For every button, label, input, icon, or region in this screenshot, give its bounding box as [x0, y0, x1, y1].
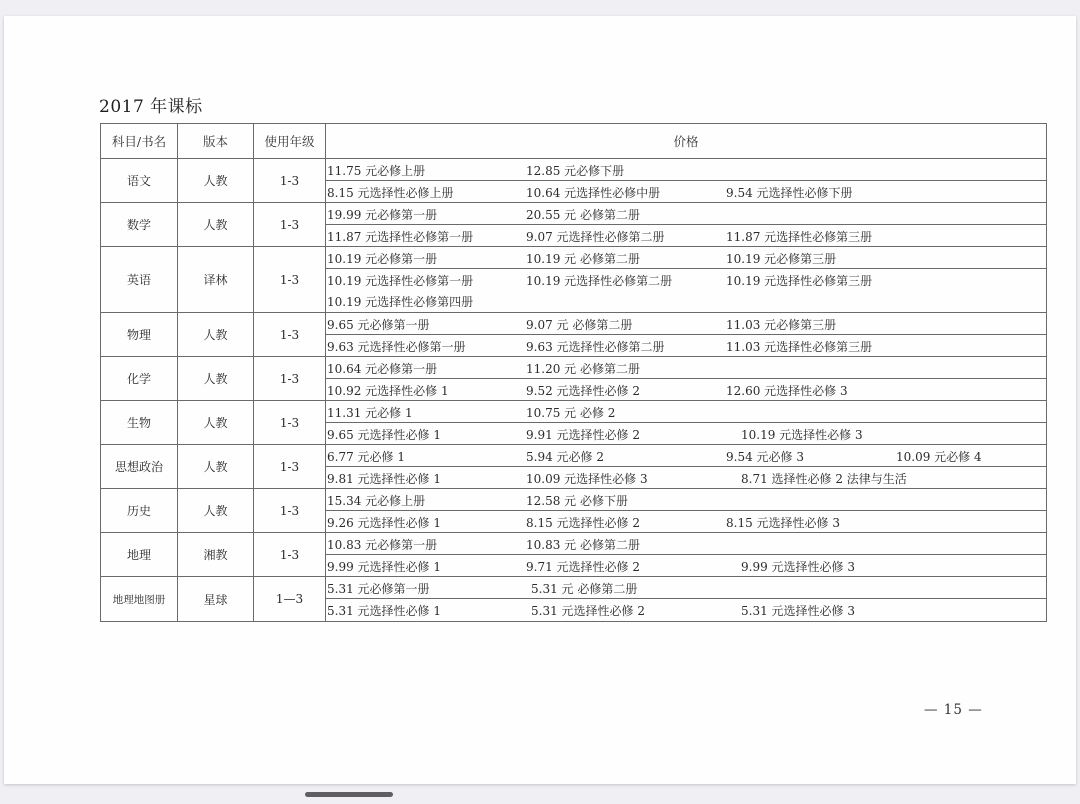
price-item: 11.31 元必修 1 — [327, 406, 413, 420]
edition-cell: 人教 — [178, 357, 254, 401]
price-line — [326, 467, 1046, 488]
header-price: 价格 — [326, 124, 1047, 159]
price-item: 20.55 元 必修第二册 — [526, 208, 640, 222]
price-line — [326, 401, 1046, 422]
price-line — [326, 313, 1046, 334]
price-item: 9.54 元选择性必修下册 — [726, 186, 853, 200]
price-cell — [326, 379, 1047, 401]
price-item: 10.09 元必修 4 — [896, 450, 982, 464]
table-row — [101, 445, 1047, 467]
price-cell — [326, 225, 1047, 247]
grades-cell: 1-3 — [254, 401, 326, 445]
price-item: 9.99 元选择性必修 3 — [741, 560, 855, 574]
edition-cell: 人教 — [178, 203, 254, 247]
price-item: 10.19 元选择性必修第一册 — [327, 274, 474, 288]
price-item: 11.87 元选择性必修第一册 — [327, 230, 474, 244]
table-row — [101, 247, 1047, 269]
price-item: 9.63 元选择性必修第一册 — [327, 340, 466, 354]
price-line — [326, 423, 1046, 444]
price-item: 9.52 元选择性必修 2 — [526, 384, 640, 398]
subject-cell: 英语 — [101, 247, 178, 313]
subject-cell: 地理地图册 — [101, 577, 178, 622]
header-subject: 科目/书名 — [101, 124, 178, 159]
price-item: 10.09 元选择性必修 3 — [526, 472, 648, 486]
price-item: 5.31 元 必修第二册 — [531, 582, 638, 596]
price-item: 8.15 元选择性必修 3 — [726, 516, 840, 530]
price-cell — [326, 401, 1047, 423]
price-item: 10.19 元必修第三册 — [726, 252, 837, 266]
price-cell — [326, 599, 1047, 622]
price-cell — [326, 269, 1047, 313]
edition-cell: 人教 — [178, 401, 254, 445]
price-item: 10.92 元选择性必修 1 — [327, 384, 449, 398]
price-item: 5.31 元必修第一册 — [327, 582, 430, 596]
price-item: 9.91 元选择性必修 2 — [526, 428, 640, 442]
price-item: 8.15 元选择性必修上册 — [327, 186, 454, 200]
document-title: 2017 年课标 — [99, 97, 203, 117]
price-item: 9.71 元选择性必修 2 — [526, 560, 640, 574]
subject-cell: 数学 — [101, 203, 178, 247]
price-cell — [326, 159, 1047, 181]
edition-cell: 湘教 — [178, 533, 254, 577]
price-item: 10.75 元 必修 2 — [526, 406, 616, 420]
table-row — [101, 203, 1047, 225]
price-line — [326, 203, 1046, 224]
subject-cell: 地理 — [101, 533, 178, 577]
price-cell — [326, 555, 1047, 577]
price-item: 12.58 元 必修下册 — [526, 494, 628, 508]
subject-cell: 思想政治 — [101, 445, 178, 489]
price-item: 9.54 元必修 3 — [726, 450, 804, 464]
subject-cell: 化学 — [101, 357, 178, 401]
table-row — [101, 401, 1047, 423]
price-item: 10.19 元选择性必修 3 — [741, 428, 863, 442]
price-cell — [326, 203, 1047, 225]
price-item: 6.77 元必修 1 — [327, 450, 405, 464]
price-line — [326, 247, 1046, 268]
price-item: 11.75 元必修上册 — [327, 164, 426, 178]
table-row — [101, 159, 1047, 181]
price-item: 11.87 元选择性必修第三册 — [726, 230, 873, 244]
price-line — [326, 357, 1046, 378]
grades-cell: 1-3 — [254, 489, 326, 533]
grades-cell: 1-3 — [254, 357, 326, 401]
edition-cell: 星球 — [178, 577, 254, 622]
price-item: 5.31 元选择性必修 2 — [531, 604, 645, 618]
price-item: 12.85 元必修下册 — [526, 164, 625, 178]
grades-cell: 1-3 — [254, 203, 326, 247]
price-item: 10.83 元必修第一册 — [327, 538, 438, 552]
price-line — [326, 533, 1046, 554]
price-cell — [326, 467, 1047, 489]
price-item: 10.19 元 必修第二册 — [526, 252, 640, 266]
price-item: 19.99 元必修第一册 — [327, 208, 438, 222]
price-cell — [326, 511, 1047, 533]
price-line — [326, 511, 1046, 532]
grades-cell: 1—3 — [254, 577, 326, 622]
price-line — [326, 181, 1046, 202]
price-item: 9.65 元必修第一册 — [327, 318, 430, 332]
price-item: 10.19 元必修第一册 — [327, 252, 438, 266]
price-line — [326, 379, 1046, 400]
price-line — [326, 290, 1046, 312]
price-item: 11.03 元必修第三册 — [726, 318, 837, 332]
price-cell — [326, 335, 1047, 357]
price-line — [326, 445, 1046, 466]
price-item: 11.03 元选择性必修第三册 — [726, 340, 873, 354]
price-line — [326, 577, 1046, 598]
price-item: 5.31 元选择性必修 3 — [741, 604, 855, 618]
grades-cell: 1-3 — [254, 247, 326, 313]
price-item: 9.99 元选择性必修 1 — [327, 560, 441, 574]
price-item: 9.07 元选择性必修第二册 — [526, 230, 665, 244]
table-row — [101, 533, 1047, 555]
table-row — [101, 577, 1047, 599]
price-line — [326, 269, 1046, 290]
price-item: 8.15 元选择性必修 2 — [526, 516, 640, 530]
price-item: 10.19 元选择性必修第三册 — [726, 274, 873, 288]
price-item: 12.60 元选择性必修 3 — [726, 384, 848, 398]
price-item: 10.64 元必修第一册 — [327, 362, 438, 376]
price-item: 10.83 元 必修第二册 — [526, 538, 640, 552]
price-cell — [326, 577, 1047, 599]
page-number: — 15 — — [924, 702, 983, 718]
price-item: 8.71 选择性必修 2 法律与生活 — [741, 472, 907, 486]
price-line — [326, 335, 1046, 356]
price-item: 10.64 元选择性必修中册 — [526, 186, 661, 200]
price-item: 5.94 元必修 2 — [526, 450, 604, 464]
table-header-row — [101, 124, 1047, 159]
price-line — [326, 225, 1046, 246]
table-row — [101, 357, 1047, 379]
price-cell — [326, 533, 1047, 555]
grades-cell: 1-3 — [254, 445, 326, 489]
grades-cell: 1-3 — [254, 313, 326, 357]
header-grades: 使用年级 — [254, 124, 326, 159]
price-item: 10.19 元选择性必修第四册 — [327, 295, 474, 309]
table-row — [101, 489, 1047, 511]
price-cell — [326, 313, 1047, 335]
price-item: 15.34 元必修上册 — [327, 494, 426, 508]
price-cell — [326, 423, 1047, 445]
price-line — [326, 489, 1046, 510]
grades-cell: 1-3 — [254, 159, 326, 203]
price-cell — [326, 247, 1047, 269]
subject-cell: 历史 — [101, 489, 178, 533]
price-cell — [326, 181, 1047, 203]
price-item: 5.31 元选择性必修 1 — [327, 604, 441, 618]
price-item: 10.19 元选择性必修第二册 — [526, 274, 673, 288]
price-line — [326, 555, 1046, 576]
edition-cell: 人教 — [178, 489, 254, 533]
price-item: 9.65 元选择性必修 1 — [327, 428, 441, 442]
subject-cell: 物理 — [101, 313, 178, 357]
price-item: 9.26 元选择性必修 1 — [327, 516, 441, 530]
table-row — [101, 313, 1047, 335]
edition-cell: 译林 — [178, 247, 254, 313]
grades-cell: 1-3 — [254, 533, 326, 577]
price-cell — [326, 357, 1047, 379]
edition-cell: 人教 — [178, 159, 254, 203]
edition-cell: 人教 — [178, 445, 254, 489]
price-cell — [326, 489, 1047, 511]
subject-cell: 生物 — [101, 401, 178, 445]
price-item: 9.63 元选择性必修第二册 — [526, 340, 665, 354]
home-indicator[interactable] — [305, 792, 393, 797]
textbook-price-table — [100, 123, 1047, 622]
price-line — [326, 159, 1046, 180]
price-item: 11.20 元 必修第二册 — [526, 362, 640, 376]
price-line — [326, 599, 1046, 621]
header-edition: 版本 — [178, 124, 254, 159]
price-item: 9.81 元选择性必修 1 — [327, 472, 441, 486]
price-cell — [326, 445, 1047, 467]
edition-cell: 人教 — [178, 313, 254, 357]
price-item: 9.07 元 必修第二册 — [526, 318, 633, 332]
subject-cell: 语文 — [101, 159, 178, 203]
